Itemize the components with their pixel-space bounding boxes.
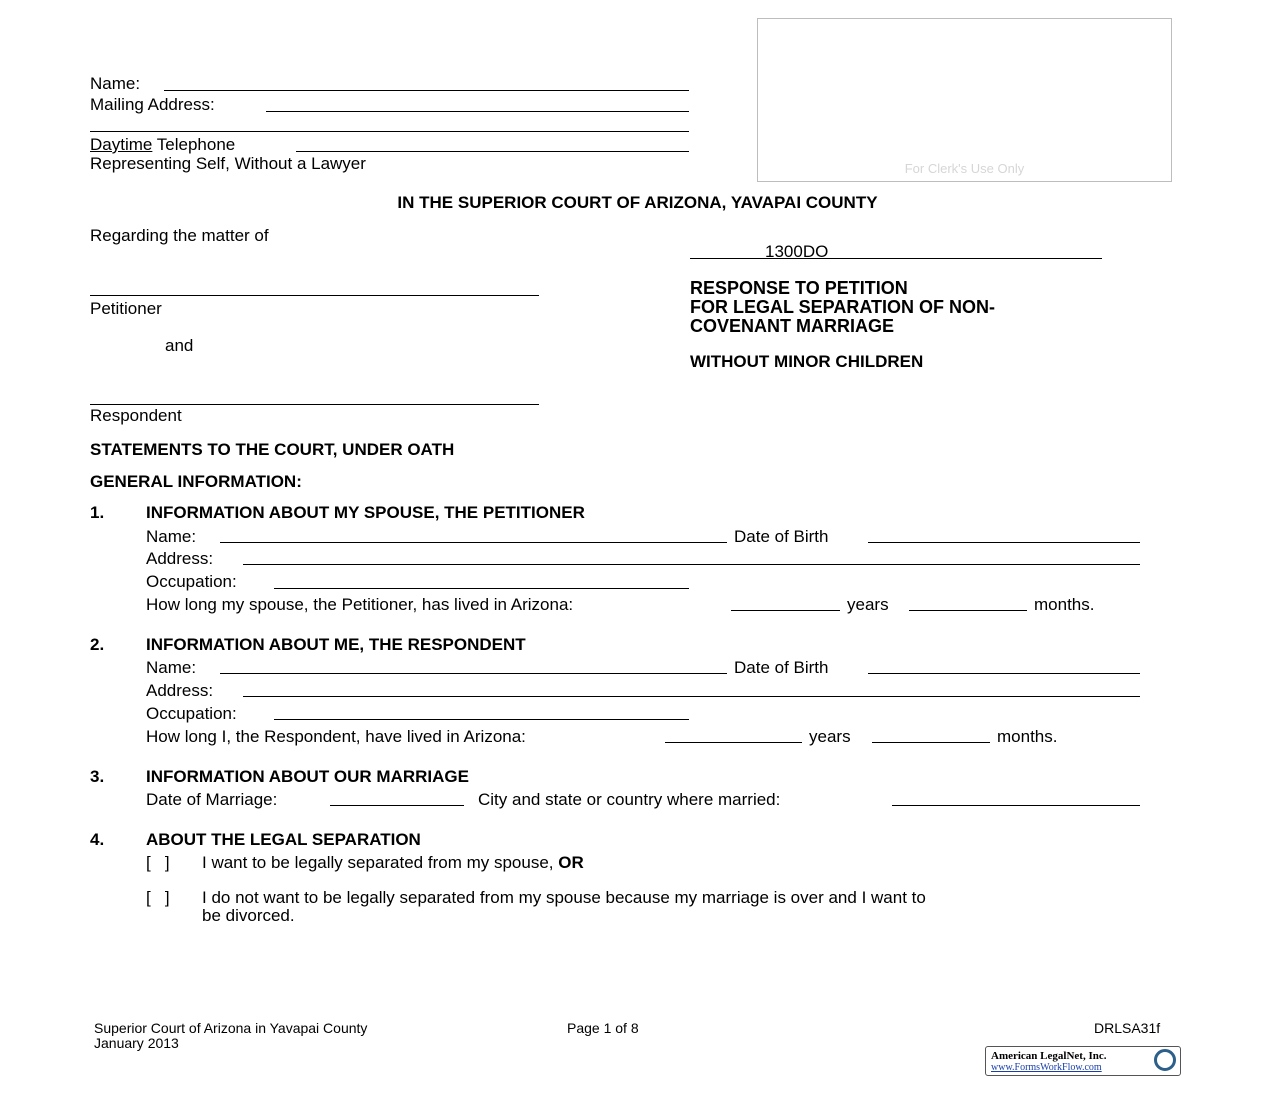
- document-title-line3: COVENANT MARRIAGE: [690, 316, 895, 336]
- s2-occupation-field[interactable]: [274, 719, 689, 720]
- statements-heading: STATEMENTS TO THE COURT, UNDER OATH: [90, 440, 455, 459]
- s1-dob-field[interactable]: [868, 542, 1140, 543]
- respondent-label: Respondent: [90, 406, 182, 425]
- s3-city-label: City and state or country where married:: [478, 790, 781, 809]
- court-title: IN THE SUPERIOR COURT OF ARIZONA, YAVAPAI COUNTY: [397, 193, 878, 212]
- footer-page-number: Page 1 of 8: [567, 1020, 639, 1036]
- logo-swirl-icon: [1154, 1049, 1176, 1071]
- clerk-use-box: [757, 18, 1172, 182]
- petitioner-name-field[interactable]: [90, 295, 539, 296]
- document-title-line2: FOR LEGAL SEPARATION OF NON-: [690, 297, 995, 317]
- s2-name-field[interactable]: [220, 673, 727, 674]
- respondent-name-field[interactable]: [90, 404, 539, 405]
- s1-address-label: Address:: [146, 549, 214, 568]
- s1-name-field[interactable]: [220, 542, 727, 543]
- logo-company-name: American LegalNet, Inc.: [991, 1050, 1107, 1062]
- s2-months-field[interactable]: [872, 742, 990, 743]
- representing-self-text: Representing Self, Without a Lawyer: [90, 154, 366, 173]
- s3-date-field[interactable]: [330, 805, 464, 806]
- s2-address-field[interactable]: [243, 696, 1140, 697]
- name-label: Name:: [90, 74, 141, 93]
- telephone-label: Daytime Telephone: [90, 135, 236, 154]
- s2-name-label: Name:: [146, 658, 197, 677]
- s2-years-label: years: [809, 727, 851, 746]
- regarding-label: Regarding the matter of: [90, 226, 269, 245]
- s1-address-field[interactable]: [243, 564, 1140, 565]
- s3-city-field[interactable]: [892, 805, 1140, 806]
- s1-name-label: Name:: [146, 527, 197, 546]
- general-info-heading: GENERAL INFORMATION:: [90, 472, 302, 491]
- american-legalnet-logo[interactable]: [985, 1046, 1181, 1076]
- s1-howlong-label: How long my spouse, the Petitioner, has lived in Arizona:: [146, 595, 574, 614]
- s1-years-label: years: [847, 595, 889, 614]
- s3-date-label: Date of Marriage:: [146, 790, 278, 809]
- mailing-address-field[interactable]: [266, 111, 689, 112]
- document-title-line1: RESPONSE TO PETITION: [690, 278, 908, 298]
- logo-url[interactable]: www.FormsWorkFlow.com: [991, 1062, 1102, 1073]
- s1-dob-label: Date of Birth: [734, 527, 829, 546]
- s2-years-field[interactable]: [665, 742, 802, 743]
- section2-title: INFORMATION ABOUT ME, THE RESPONDENT: [146, 635, 526, 654]
- petitioner-label: Petitioner: [90, 299, 162, 318]
- telephone-field[interactable]: [296, 151, 689, 152]
- section3-title: INFORMATION ABOUT OUR MARRIAGE: [146, 767, 469, 786]
- s1-months-label: months.: [1034, 595, 1095, 614]
- mailing-address-field-2[interactable]: [90, 131, 689, 132]
- checkbox-separated[interactable]: [ ]: [146, 853, 170, 872]
- section4-number: 4.: [90, 830, 105, 849]
- s1-years-field[interactable]: [731, 610, 840, 611]
- name-field[interactable]: [164, 90, 689, 91]
- clerk-use-label: For Clerk's Use Only: [904, 161, 1025, 176]
- s2-howlong-label: How long I, the Respondent, have lived in Arizona:: [146, 727, 526, 746]
- s2-dob-label: Date of Birth: [734, 658, 829, 677]
- section4-title: ABOUT THE LEGAL SEPARATION: [146, 830, 421, 849]
- s1-months-field[interactable]: [909, 610, 1027, 611]
- section1-number: 1.: [90, 503, 105, 522]
- s2-address-label: Address:: [146, 681, 214, 700]
- option-divorce-line1: I do not want to be legally separated from my spouse because my marriage is over and I want to: [202, 888, 926, 907]
- mailing-address-label: Mailing Address:: [90, 95, 215, 114]
- s1-occupation-field[interactable]: [274, 588, 689, 589]
- s2-months-label: months.: [997, 727, 1058, 746]
- document-subtitle: WITHOUT MINOR CHILDREN: [690, 352, 924, 371]
- option-separated-text: I want to be legally separated from my spouse, OR: [202, 853, 584, 872]
- case-number-field[interactable]: [690, 258, 1102, 259]
- section3-number: 3.: [90, 767, 105, 786]
- section2-number: 2.: [90, 635, 105, 654]
- footer-court: Superior Court of Arizona in Yavapai County: [94, 1020, 368, 1036]
- footer-form-code: DRLSA31f: [1094, 1020, 1161, 1036]
- s1-occupation-label: Occupation:: [146, 572, 237, 591]
- s2-dob-field[interactable]: [868, 673, 1140, 674]
- s2-occupation-label: Occupation:: [146, 704, 237, 723]
- option-divorce-line2: be divorced.: [202, 906, 295, 925]
- section1-title: INFORMATION ABOUT MY SPOUSE, THE PETITIONER: [146, 503, 585, 522]
- case-number: 1300DO: [765, 242, 829, 261]
- and-label: and: [165, 336, 194, 355]
- footer-date: January 2013: [94, 1035, 179, 1051]
- checkbox-divorce[interactable]: [ ]: [146, 888, 170, 907]
